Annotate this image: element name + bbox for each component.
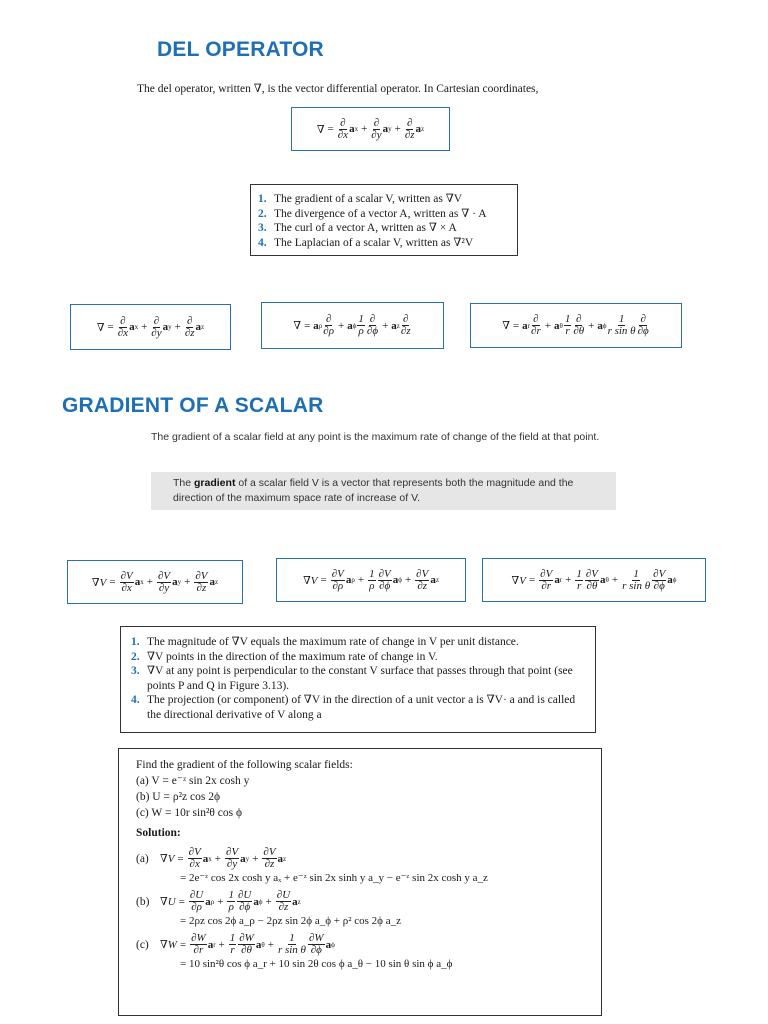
del-operator-heading: DEL OPERATOR bbox=[157, 38, 324, 61]
list-item: 4. The Laplacian of a scalar V, written as ∇²V bbox=[258, 236, 474, 249]
gradient-properties-list bbox=[120, 626, 596, 733]
answer-c-result: = 10 sin²θ cos ϕ a_r + 10 sin 2θ cos ϕ a_θ − 10 sin θ sin ϕ a_ϕ bbox=[180, 958, 453, 970]
del-cartesian-equation-small: ∇ = ∂ ∂x a x + ∂ ∂y a y + ∂ ∂z a z bbox=[70, 304, 231, 350]
example-box bbox=[118, 748, 602, 1016]
list-item: 3. The curl of a vector A, written as ∇ × A bbox=[258, 222, 457, 234]
example-part-c: (c) W = 10r sin²θ cos ϕ bbox=[136, 807, 243, 819]
list-item: 2. The divergence of a vector A, written as ∇ · A bbox=[258, 207, 487, 220]
example-part-a: (a) V = e⁻ᶻ sin 2x cosh y bbox=[136, 775, 250, 787]
del-uses-list bbox=[250, 184, 518, 256]
gradient-intro-text: The gradient of a scalar field at any point is the maximum rate of change of the field at that point. bbox=[151, 431, 600, 443]
list-item: 3. ∇V at any point is perpendicular to the constant V surface that passes through that point (see points P and Q in Figure 3.13). bbox=[131, 665, 573, 692]
list-item: 4. The projection (or component) of ∇V in the direction of a unit vector a is ∇V· a and is called the directional derivative of V along a bbox=[131, 694, 576, 721]
answer-b-equation: (b) ∇ U = $\frac{\partial U}{\partial\rho}$ a ρ + $\frac{1}{\rho}$ ∂U ∂ϕ a ϕ + $\frac{\partial U}{\partial z}$ a z bbox=[136, 889, 301, 913]
answer-b-result: = 2ρz cos 2ϕ a_ρ − 2ρz sin 2ϕ a_ϕ + ρ² cos 2ϕ a_z bbox=[180, 915, 401, 927]
del-intro-text: The del operator, written ∇, is the vector differential operator. In Cartesian coordinates, bbox=[137, 83, 539, 95]
gradient-cartesian-equation: ∇V = $\frac{\partial V}{\partial x}$ a x + $\frac{\partial V}{\partial y}$ a y + $\frac{\partial V}{\partial z}$ a z bbox=[67, 560, 243, 604]
gradient-definition-box: The gradient of a scalar field V is a vector that represents both the magnitude and the direction of the maximum space rate of increase of V. bbox=[151, 472, 616, 510]
gradient-heading: GRADIENT OF A SCALAR bbox=[62, 394, 324, 417]
del-cartesian-equation: ∇ = ∂ ∂x a x + ∂ ∂y a y + ∂ ∂z a z bbox=[291, 107, 450, 151]
answer-c-equation: (c) ∇ W = $\frac{\partial W}{\partial r}$ a r + $\frac{1}{r}$ ∂W ∂θ a θ + $\frac{1}{\text{r sin θ}}$ ∂W ∂ϕ a ϕ bbox=[136, 932, 335, 956]
answer-a-equation: (a) ∇ V = $\frac{\partial V}{\partial x}$ a x + $\frac{\partial V}{\partial y}$ a y + $\frac{\partial V}{\partial z}$ a z bbox=[136, 846, 287, 870]
list-item: 1. The magnitude of ∇V equals the maximum rate of change in V per unit distance. bbox=[131, 636, 519, 648]
example-prompt: Find the gradient of the following scalar fields: bbox=[136, 759, 353, 771]
list-item: 2. ∇V points in the direction of the maximum rate of change in V. bbox=[131, 650, 438, 663]
gradient-cylindrical-equation: ∇V = $\frac{\partial V}{\partial\rho}$ a ρ + $\frac{1}{\rho}$ ∂V ∂ϕ a ϕ + $\frac{\partial V}{\partial z}$ a z bbox=[276, 558, 466, 602]
answer-a-result: = 2e⁻ᶻ cos 2x cosh y aₓ + e⁻ᶻ sin 2x sinh y a_y − e⁻ᶻ sin 2x cosh y a_z bbox=[180, 872, 488, 884]
solution-label: Solution: bbox=[136, 827, 181, 839]
del-spherical-equation: ∇ = a r ∂ ∂r + a θ 1 r ∂ ∂θ + a ϕ 1 r sin θ ∂ ∂ϕ bbox=[470, 303, 682, 348]
del-cylindrical-equation: ∇ = a ρ ∂ ∂ρ + a ϕ 1 ρ ∂ ∂ϕ + a z ∂ ∂z bbox=[261, 302, 444, 349]
gradient-spherical-equation: ∇V = $\frac{\partial V}{\partial r}$ a r + $\frac{1}{r}$ ∂V ∂θ a θ + $\frac{1}{\text{r sin θ}}$ ∂V ∂ϕ a ϕ bbox=[482, 558, 706, 602]
example-part-b: (b) U = ρ²z cos 2ϕ bbox=[136, 791, 220, 803]
list-item: 1. The gradient of a scalar V, written as ∇V bbox=[258, 193, 463, 205]
